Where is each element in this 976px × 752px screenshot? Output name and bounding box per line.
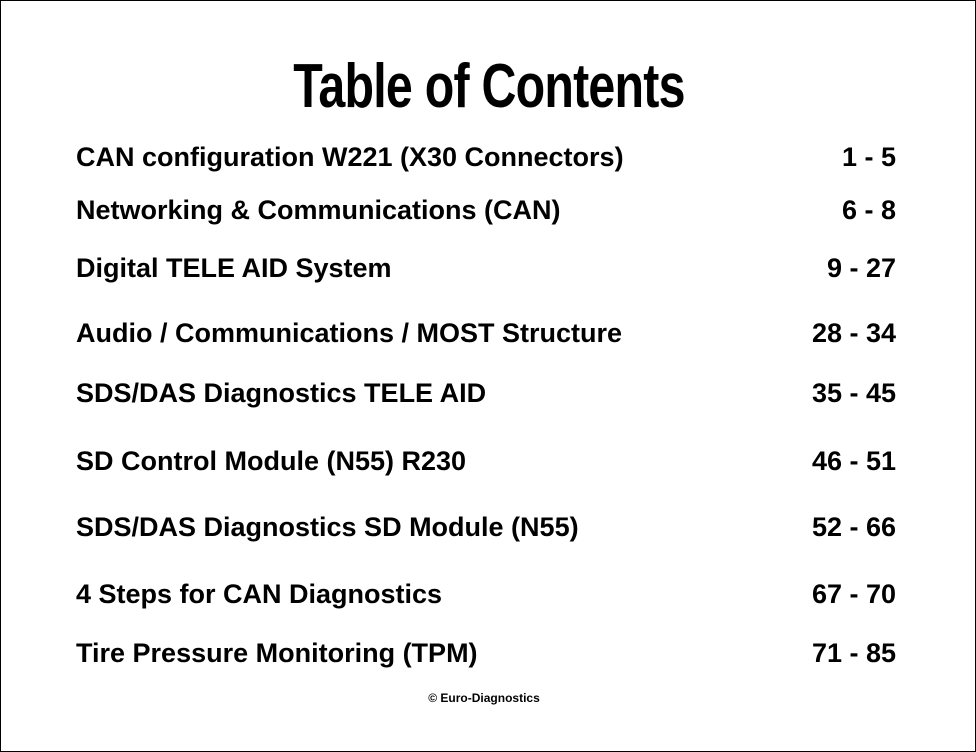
toc-entry-title: CAN configuration W221 (X30 Connectors) <box>76 142 624 172</box>
toc-entry <box>76 316 896 350</box>
copyright-footer: © Euro-Diagnostics <box>428 691 540 705</box>
toc-entry-pages: 71 - 85 <box>811 638 896 668</box>
toc-entry <box>76 577 896 611</box>
toc-entry <box>76 140 896 174</box>
toc-entry-pages: 67 - 70 <box>811 579 896 609</box>
toc-entry-title: Audio / Communications / MOST Structure <box>76 318 623 348</box>
toc-entry <box>76 636 896 670</box>
page-title: Table of Contents <box>293 52 685 121</box>
toc-entry-title: Tire Pressure Monitoring (TPM) <box>76 638 478 668</box>
toc-entry-pages: 35 - 45 <box>811 378 896 408</box>
toc-entry-pages: 9 - 27 <box>826 253 896 283</box>
toc-entry-title: SDS/DAS Diagnostics SD Module (N55) <box>76 512 579 542</box>
toc-entry-title: Networking & Communications (CAN) <box>76 195 561 225</box>
toc-entry <box>76 444 896 478</box>
toc-entry-pages: 6 - 8 <box>841 195 896 225</box>
toc-entry-title: SD Control Module (N55) R230 <box>76 446 467 476</box>
toc-entry-pages: 28 - 34 <box>811 318 896 348</box>
toc-entry <box>76 376 896 410</box>
toc-entry <box>76 510 896 544</box>
toc-entry-title: Digital TELE AID System <box>76 253 392 283</box>
toc-entry <box>76 193 896 227</box>
toc-entry-pages: 46 - 51 <box>811 446 896 476</box>
toc-entry-pages: 52 - 66 <box>811 512 896 542</box>
toc-entry-title: 4 Steps for CAN Diagnostics <box>76 579 443 609</box>
toc-entry <box>76 251 896 285</box>
toc-entry-pages: 1 - 5 <box>841 142 896 172</box>
toc-entry-title: SDS/DAS Diagnostics TELE AID <box>76 378 487 408</box>
